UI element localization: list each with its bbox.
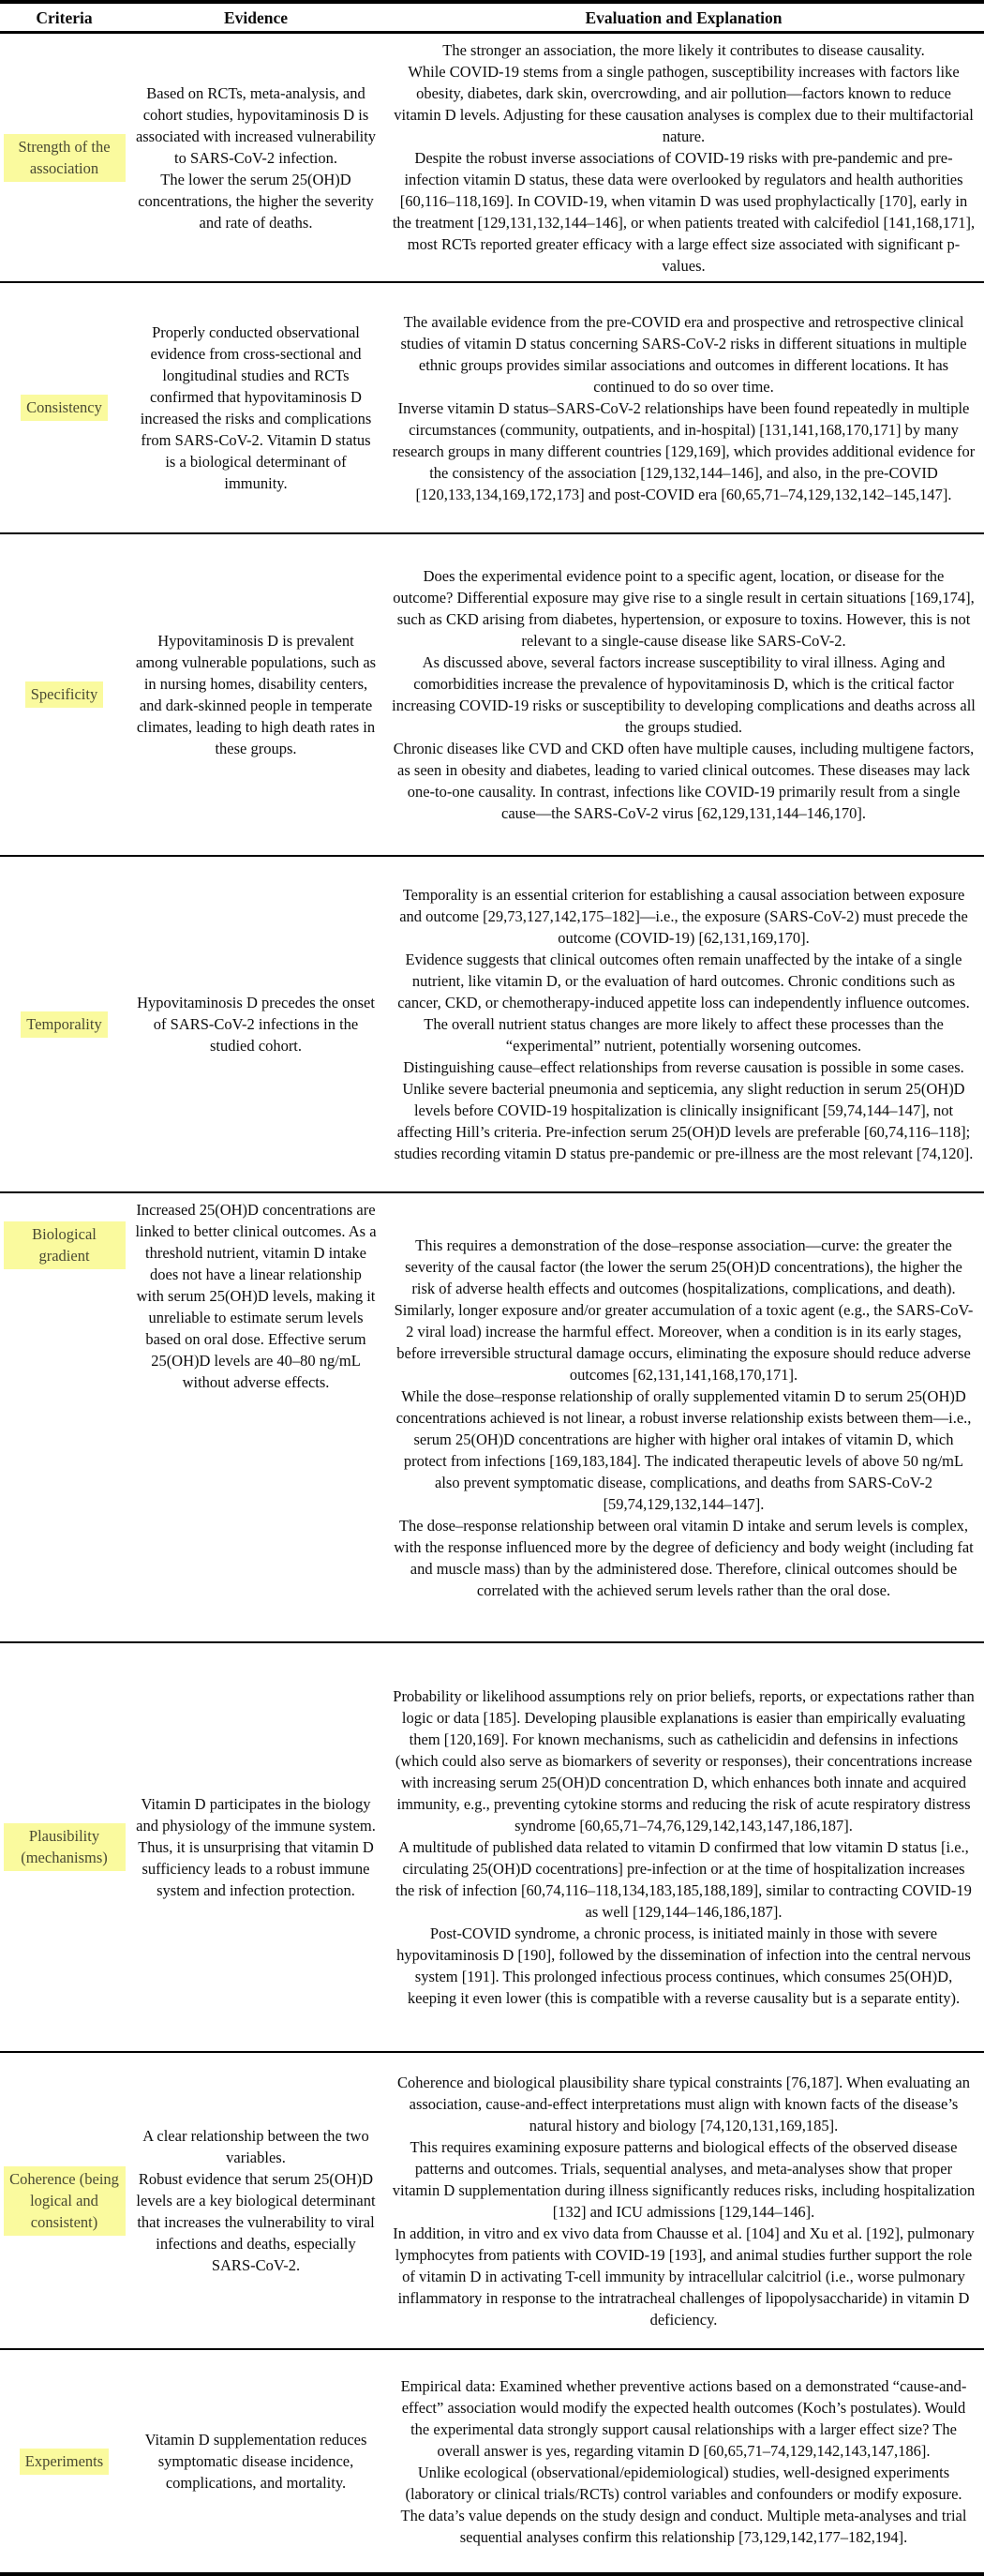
paragraph: Temporality is an essential criterion for establishing a causal association between exposure and outcome [29,73,127,142,175–182]—i.e., the exposure (SARS-CoV-2) must precede the outcome (COVID-19) [62,131,169,170]. [399,886,968,947]
paragraph: Hypovitaminosis D is prevalent among vulnerable populations, such as in nursing homes, disability centers, and dark-skinned people in temperate climates, leading to high death rates in these groups. [135,632,377,757]
evidence-cell [128,283,383,532]
evaluation-cell [383,2053,984,2348]
table-row-consistency [0,283,984,534]
paragraph: The lower the serum 25(OH)D concentrations, the higher the severity and rate of deaths. [138,170,374,232]
evidence-cell [128,2053,383,2348]
table-row-experiments [0,2350,984,2572]
criteria-cell [0,534,128,855]
criteria-cell [0,34,128,281]
paragraph: Vitamin D participates in the biology and physiology of the immune system. [136,1795,376,1835]
paragraph: Despite the robust inverse associations of COVID-19 risks with pre-pandemic and pre-infection vitamin D status, these data were overlooked by regulators and health authorities [60,116–118,169]. In COVID-19, when vitamin D was used prophylactically [170], early in the treatment [129,131,132,144–146], or when patients treated with calcifediol [141,168,171], most RCTs reported greater efficacy with a large effect size associated with significant p-values. [392,148,976,275]
evaluation-cell [383,857,984,1191]
criteria-label: Temporality [21,1011,107,1038]
criteria-cell [0,2350,128,2572]
paragraph: Thus, it is unsurprising that vitamin D sufficiency leads to a robust immune system and infection protection. [138,1838,374,1899]
criteria-cell [0,2053,128,2348]
evidence-cell [128,1643,383,2051]
criteria-label: Coherence (being logical and consistent) [4,2166,126,2236]
table-header-row [0,4,984,34]
criteria-cell [0,1193,128,1641]
criteria-cell [0,857,128,1191]
criteria-label: Strength of the association [4,134,126,182]
criteria-label: Biological gradient [4,1221,126,1269]
paragraph: The stronger an association, the more likely it contributes to disease causality. [442,40,925,59]
evaluation-cell [383,283,984,532]
paragraph: Does the experimental evidence point to a specific agent, location, or disease for the outcome? Differential exposure may give rise to a single result in certain situations [169,174], such as CKD arising from diabetes, hypertension, or exposure to toxins. However, this is not relevant to a single-cause disease like SARS-CoV-2. [393,567,975,650]
evidence-cell [128,534,383,855]
paragraph: Evidence suggests that clinical outcomes often remain unaffected by the intake of a single nutrient, like vitamin D, or the evaluation of hard outcomes. Chronic conditions such as cancer, CKD, or chemotherapy-induced appetite loss can independently influence outcomes. The overall nutrient status changes are more likely to affect these processes than the “experimental” nutrient, potentially worsening outcomes. [397,951,970,1055]
paragraph: Based on RCTs, meta-analysis, and cohort studies, hypovitaminosis D is associated with increased vulnerability to SARS-CoV-2 infection. [135,83,377,167]
paragraph: Distinguishing cause–effect relationships from reverse causation is possible in some cases. Unlike severe bacterial pneumonia and septicemia, any slight reduction in serum 25(OH)D levels before COVID-19 hospitalization is clinically insignificant [59,74,144–147], not affecting Hill’s criteria. Pre-infection serum 25(OH)D levels are preferable [60,74,116–118]; studies recording vitamin D status pre-pandemic or pre-illness are the most relevant [74,120]. [394,1058,974,1162]
paragraph: A clear relationship between the two variables. [142,2127,369,2166]
paragraph: Properly conducted observational evidence from cross-sectional and longitudinal studies and RCTs confirmed that hypovitaminosis D increased the risks and complications from SARS-CoV-2. Vitamin D status is a biological determinant of immunity. [140,323,372,492]
paragraph: Inverse vitamin D status–SARS-CoV-2 relationships have been found repeatedly in multiple circumstances (community, outpatients, and in-hospital) [131,141,168,170,171] by many research groups in many different countries [129,169], which provides additional evidence for the consistency of the association [129,132,144–146], and also, in the pre-COVID [120,133,134,169,172,173] and post-COVID era [60,65,71–74,129,132,142–145,147]. [392,398,976,503]
criteria-cell [0,1643,128,2051]
paragraph: The dose–response relationship between oral vitamin D intake and serum levels is complex, with the response influenced more by the degree of deficiency and body weight (including fat and muscle mass) than by the administered dose. Therefore, clinical outcomes should be correlated with the achieved serum levels rather than the oral dose. [394,1516,974,1599]
paragraph: Empirical data: Examined whether preventive actions based on a demonstrated “cause-and-effect” association would modify the expected health outcomes (Koch’s postulates). Would the experimental data strongly support causal relationships with a larger effect size? The overall answer is yes, regarding vitamin D [60,65,71–74,129,142,143,147,186]. [400,2376,967,2460]
paragraph: The available evidence from the pre-COVID era and prospective and retrospective clinical studies of vitamin D status concerning SARS-CoV-2 risks in different situations in multiple ethnic groups provides similar associations and outcomes in different locations. It has continued to do so over time. [400,312,967,396]
paragraph: As discussed above, several factors increase susceptibility to viral illness. Aging and comorbidities increase the prevalence of hypovitaminosis D, which is the critical factor increasing COVID-19 risks or susceptibility to developing complications and deaths across all the groups studied. [392,653,976,736]
criteria-label: Specificity [25,681,103,708]
evaluation-cell [383,534,984,855]
paragraph: Robust evidence that serum 25(OH)D levels are a key biological determinant that increases the vulnerability to viral infections and deaths, especially SARS-CoV-2. [136,2170,376,2274]
table-row-strength-of-association [0,34,984,283]
evidence-cell [128,857,383,1191]
column-header-criteria: Criteria [36,8,93,27]
table-row-specificity [0,534,984,857]
paragraph: Chronic diseases like CVD and CKD often have multiple causes, including multigene factors, as seen in obesity and diabetes, leading to varied clinical outcomes. These diseases may lack one-to-one causality. In contrast, infections like COVID-19 primarily result from a single cause—the SARS-CoV-2 virus [62,129,131,144–146,170]. [393,740,975,822]
paragraph: Post-COVID syndrome, a chronic process, is initiated mainly in those with severe hypovitaminosis D [190], followed by the dissemination of infection into the central nervous system [191]. This prolonged infectious process continues, which consumes 25(OH)D, keeping it even lower (this is compatible with a reverse causality but is a separate entity). [396,1925,971,2007]
paragraph: Hypovitaminosis D precedes the onset of SARS-CoV-2 infections in the studied cohort. [137,994,375,1055]
criteria-label: Consistency [21,395,108,421]
evaluation-cell [383,34,984,281]
evaluation-cell [383,2350,984,2572]
evaluation-cell [383,1193,984,1641]
paragraph: Vitamin D supplementation reduces symptomatic disease incidence, complications, and mortality. [144,2431,367,2492]
paragraph: While the dose–response relationship of orally supplemented vitamin D to serum 25(OH)D concentrations achieved is not linear, a robust inverse relationship exists between them—i.e., serum 25(OH)D concentrations are higher with higher oral intakes of vitamin D, which protect from infections [169,183,184]. The indicated therapeutic levels of above 50 ng/mL also prevent symptomatic disease, complications, and deaths from SARS-CoV-2 [59,74,129,132,144–147]. [395,1386,972,1513]
column-header-evaluation: Evaluation and Explanation [585,8,783,27]
evaluation-cell [383,1643,984,2051]
table-row-temporality [0,857,984,1193]
table-row-biological-gradient [0,1193,984,1643]
table-row-plausibility [0,1643,984,2053]
paragraph: This requires a demonstration of the dose–response association—curve: the greater the severity of the causal factor (the lower the serum 25(OH)D concentrations), the higher the risk of adverse health effects and outcomes (hospitalizations, complications, and death). Similarly, longer exposure and/or greater accumulation of a toxic agent (e.g., the SARS-CoV-2 viral load) increase the harmful effect. Moreover, when a condition is in its early stages, before irreversible structural damage occurs, eliminating the exposure should reduce adverse outcomes [62,131,141,168,170,171]. [394,1236,974,1384]
paragraph: While COVID-19 stems from a single pathogen, susceptibility increases with factors like obesity, diabetes, dark skin, overcrowding, and air pollution—factors known to reduce vitamin D levels. Adjusting for these causation analyses is complex due to their multifactorial nature. [394,62,974,145]
paragraph: A multitude of published data related to vitamin D confirmed that low vitamin D status [i.e., circulating 25(OH)D cocentrations] pre-infection or at the time of hospitalization increases the risk of infection [60,74,116–118,134,183,185,188,189], similar to contracting COVID-19 as well [129,144–146,186,187]. [395,1838,972,1921]
paragraph: In addition, in vitro and ex vivo data from Chausse et al. [104] and Xu et al. [192], pulmonary lymphocytes from patients with COVID-19 [193], and animal studies further support the role of vitamin D in activating T-cell immunity by intracellular calcitriol (i.e., worse pulmonary inflammatory in response to the intratracheal challenges of lipopolysaccharide) in vitamin D deficiency. [393,2224,975,2329]
criteria-cell [0,283,128,532]
evidence-cell [128,1193,383,1641]
paragraph: Unlike ecological (observational/epidemiological) studies, well-designed experiments (laboratory or clinical trials/RCTs) control variables and confounders or modify exposure. The data’s value depends on the study design and conduct. Multiple meta-analyses and trial sequential analyses confirm this relationship [73,129,142,177–182,194]. [400,2463,967,2546]
criteria-label: Plausibility (mechanisms) [4,1823,126,1871]
paragraph: Probability or likelihood assumptions rely on prior beliefs, reports, or expectations rather than logic or data [185]. Developing plausible explanations is easier than empirically evaluating them [120,169]. For known mechanisms, such as cathelicidin and defensins in infections (which could also serve as biomarkers of severity or responses), their concentrations increase with increasing serum 25(OH)D concentration D, which enhances both innate and acquired immunity, e.g., preventing cytokine storms and reducing the risk of acute respiratory distress syndrome [60,65,71–74,76,129,142,143,147,186,187]. [393,1687,975,1835]
paragraph: Increased 25(OH)D concentrations are linked to better clinical outcomes. As a threshold nutrient, vitamin D intake does not have a linear relationship with serum 25(OH)D levels, making it unreliable to estimate serum levels based on oral dose. Effective serum 25(OH)D levels are 40–80 ng/mL without adverse effects. [135,1201,377,1391]
criteria-label: Experiments [20,2449,109,2475]
table-row-coherence [0,2053,984,2350]
evidence-cell [128,2350,383,2572]
evidence-cell [128,34,383,281]
paragraph: This requires examining exposure patterns and biological effects of the observed disease patterns and outcomes. Trials, sequential analyses, and meta-analyses show that proper vitamin D supplementation during illness significantly reduces risks, including hospitalization [132] and ICU admissions [129,144–146]. [392,2137,976,2221]
column-header-evidence: Evidence [223,8,289,27]
paragraph: Coherence and biological plausibility share typical constraints [76,187]. When evaluating an association, cause-and-effect interpretations must align with known facts of the disease’s natural history and biology [74,120,131,169,185]. [397,2073,970,2134]
